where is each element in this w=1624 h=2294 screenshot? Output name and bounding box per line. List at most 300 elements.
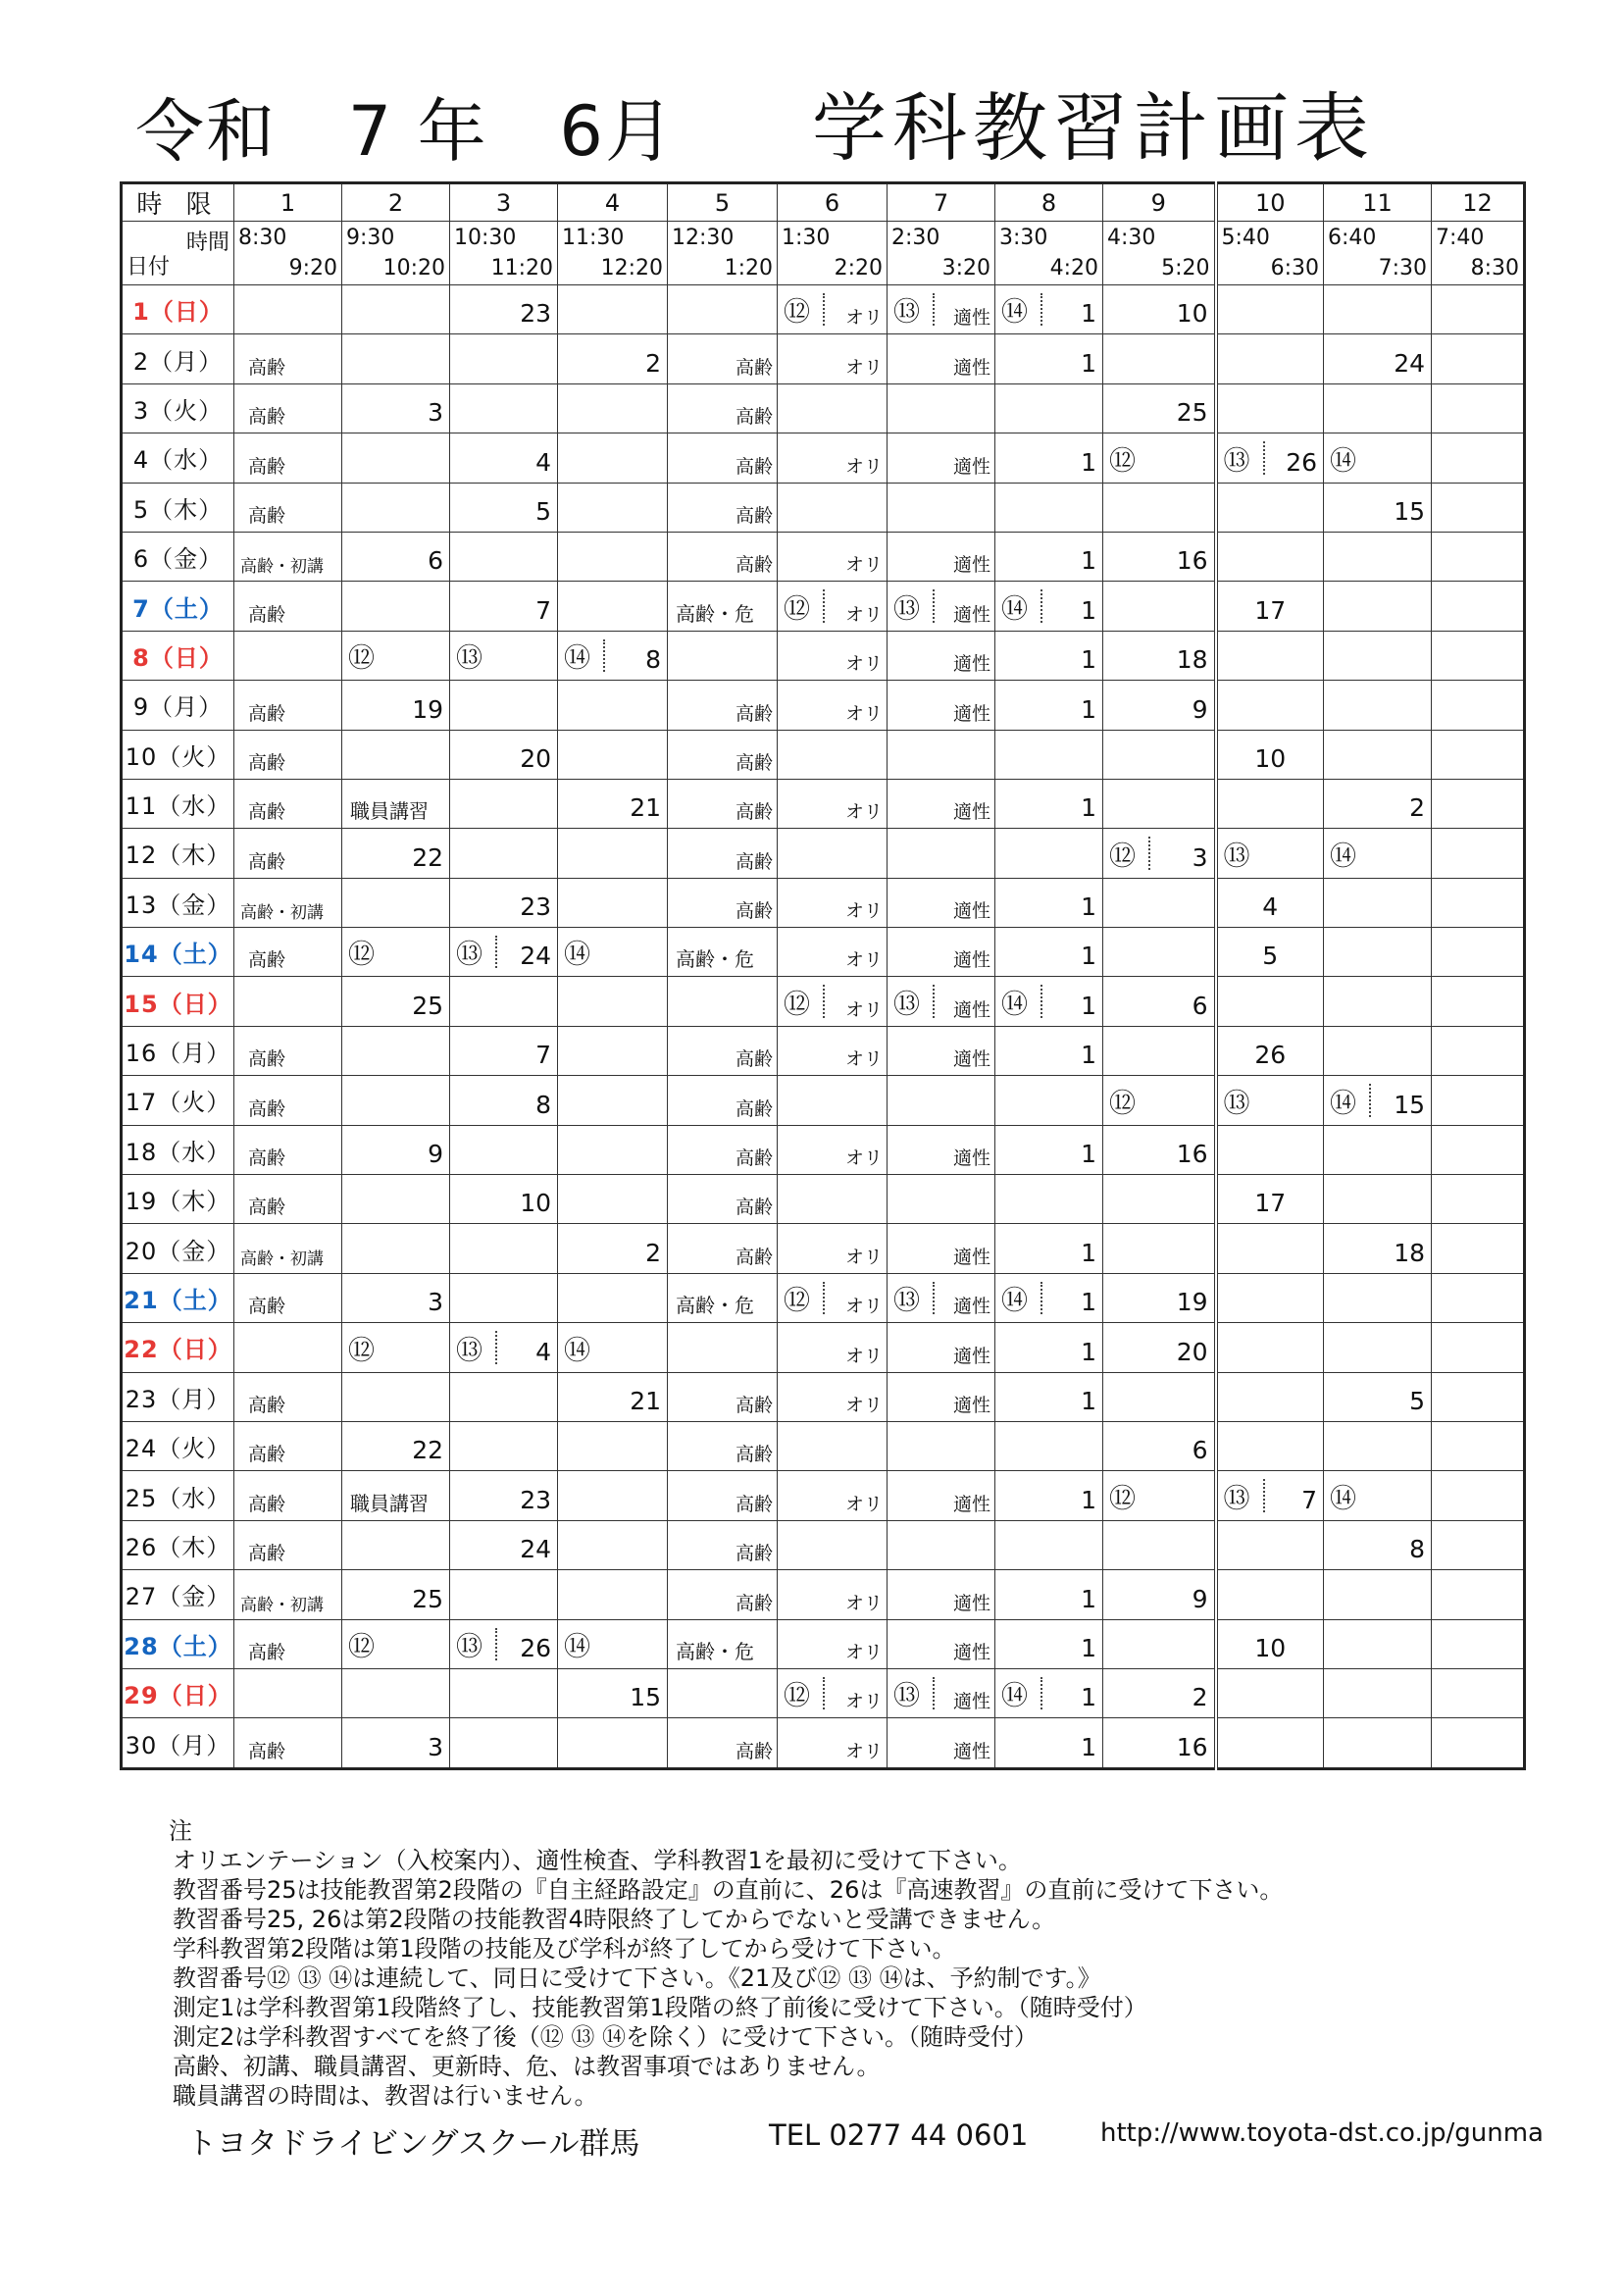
- dotted-separator: [1263, 441, 1265, 474]
- schedule-cell: [995, 829, 1103, 878]
- table-row: [122, 928, 1525, 977]
- title-year-unit: 年: [417, 91, 488, 172]
- schedule-cell: [778, 977, 888, 1026]
- note-line: 高齢、初講、職員講習、更新時、危、は教習事項ではありません。: [173, 2053, 881, 2080]
- lesson-tag: オリ: [844, 1048, 883, 1071]
- schedule-cell: [450, 1076, 558, 1125]
- period-time: [668, 222, 778, 285]
- schedule-cell: [1324, 1520, 1432, 1569]
- lesson-tag: オリ: [844, 702, 883, 725]
- lesson-tag: 高齢: [735, 1394, 773, 1416]
- schedule-cell: [558, 1125, 668, 1174]
- lesson-tag: 高齢: [735, 1147, 773, 1170]
- period-end-time: 2:20: [834, 256, 883, 280]
- note-line: 教習番号25, 26は第2段階の技能教習4時限終了してからでないと受講できません。: [173, 1906, 1056, 1933]
- schedule-cell: [558, 878, 668, 927]
- schedule-cell: [558, 483, 668, 532]
- circled-lesson-number: ⑬: [1223, 841, 1250, 872]
- table-row: [122, 1372, 1525, 1421]
- lesson-tag: 適性: [952, 900, 990, 923]
- schedule-cell: [668, 433, 778, 483]
- lesson-number: 1: [1081, 299, 1096, 329]
- table-row: [122, 1026, 1525, 1075]
- lesson-tag: 高齢・危: [676, 1294, 754, 1318]
- schedule-cell: [342, 532, 450, 581]
- lesson-tag: 高齢: [735, 1444, 773, 1466]
- schedule-cell: [1324, 1471, 1432, 1520]
- schedule-cell: [342, 285, 450, 334]
- schedule-cell: [234, 383, 342, 433]
- lesson-tag: オリ: [844, 801, 883, 824]
- schedule-cell: [1216, 1471, 1324, 1520]
- schedule-cell: [342, 730, 450, 779]
- schedule-cell: [1324, 1026, 1432, 1075]
- lesson-number: 19: [412, 694, 443, 724]
- lesson-number: 9: [428, 1140, 443, 1169]
- table-row: [122, 1323, 1525, 1372]
- dotted-separator: [933, 1282, 935, 1314]
- schedule-cell: [558, 1619, 668, 1668]
- table-row: [122, 829, 1525, 878]
- schedule-cell: [1432, 383, 1525, 433]
- lesson-number: 5: [535, 496, 551, 526]
- lesson-number: 5: [1409, 1386, 1425, 1415]
- circled-lesson-number: ⑬: [456, 1631, 482, 1662]
- schedule-cell: [1103, 1520, 1216, 1569]
- schedule-cell: [888, 1076, 995, 1125]
- schedule-cell: [778, 829, 888, 878]
- lesson-number: 7: [535, 595, 551, 625]
- dotted-separator: [1369, 1084, 1371, 1116]
- date-cell: 6（金）: [122, 532, 234, 581]
- circled-lesson-number: ⑫: [784, 593, 810, 625]
- period-number: 3: [450, 183, 558, 222]
- period-time: [1432, 222, 1525, 285]
- schedule-cell: [234, 1421, 342, 1470]
- schedule-cell: [234, 1668, 342, 1717]
- lesson-tag: オリ: [844, 1740, 883, 1762]
- schedule-cell: [1216, 1273, 1324, 1322]
- schedule-cell: [1432, 1619, 1525, 1668]
- date-label: 日付: [127, 255, 171, 280]
- schedule-cell: [995, 433, 1103, 483]
- date-cell: 23（月）: [122, 1372, 234, 1421]
- schedule-cell: [558, 1421, 668, 1470]
- schedule-cell: [1216, 383, 1324, 433]
- schedule-cell: [1103, 878, 1216, 927]
- dotted-separator: [1040, 1677, 1042, 1709]
- schedule-cell: [234, 730, 342, 779]
- schedule-cell: [778, 1125, 888, 1174]
- schedule-cell: [1324, 1224, 1432, 1273]
- schedule-cell: [1432, 681, 1525, 730]
- lesson-tag: 高齢: [735, 1592, 773, 1614]
- schedule-cell: [778, 1372, 888, 1421]
- lesson-tag: 職員講習: [350, 1491, 429, 1515]
- table-row: [122, 1471, 1525, 1520]
- schedule-body: [122, 285, 1525, 1769]
- schedule-cell: [1216, 285, 1324, 334]
- lesson-tag: オリ: [844, 1493, 883, 1515]
- schedule-cell: [558, 532, 668, 581]
- period-start-time: 3:30: [999, 226, 1048, 250]
- date-cell: 4（水）: [122, 433, 234, 483]
- lesson-tag: 高齢: [248, 1641, 286, 1663]
- period-label: 時 限: [122, 183, 234, 222]
- schedule-cell: [1216, 1175, 1324, 1224]
- lesson-tag: 高齢: [735, 455, 773, 478]
- lesson-tag: 高齢: [248, 1444, 286, 1466]
- period-time: [1216, 222, 1324, 285]
- circled-lesson-number: ⑬: [1223, 1483, 1250, 1514]
- schedule-cell: [450, 1175, 558, 1224]
- schedule-cell: [234, 779, 342, 828]
- schedule-cell: [778, 483, 888, 532]
- schedule-cell: [1103, 631, 1216, 680]
- schedule-cell: [1216, 334, 1324, 383]
- schedule-cell: [342, 681, 450, 730]
- period-number: 6: [778, 183, 888, 222]
- lesson-number: 17: [1254, 1189, 1287, 1218]
- schedule-cell: [778, 582, 888, 631]
- schedule-cell: [558, 681, 668, 730]
- lesson-number: 1: [1081, 1140, 1096, 1169]
- period-time: [234, 222, 342, 285]
- lesson-tag: 適性: [952, 1345, 990, 1367]
- schedule-cell: [1216, 582, 1324, 631]
- date-cell: 3（火）: [122, 383, 234, 433]
- schedule-cell: [1216, 1125, 1324, 1174]
- lesson-tag: オリ: [844, 1345, 883, 1367]
- schedule-cell: [1324, 582, 1432, 631]
- schedule-cell: [995, 582, 1103, 631]
- schedule-cell: [558, 1570, 668, 1619]
- circled-lesson-number: ⑭: [1330, 445, 1356, 477]
- time-label: 時間: [185, 230, 229, 255]
- schedule-cell: [778, 532, 888, 581]
- schedule-cell: [668, 631, 778, 680]
- schedule-cell: [1103, 779, 1216, 828]
- schedule-cell: [1103, 681, 1216, 730]
- schedule-cell: [778, 1076, 888, 1125]
- schedule-cell: [1103, 532, 1216, 581]
- schedule-cell: [995, 1471, 1103, 1520]
- circled-lesson-number: ⑬: [1223, 1088, 1250, 1119]
- schedule-cell: [888, 730, 995, 779]
- lesson-tag: 高齢・初講: [240, 557, 324, 578]
- date-cell: 21（土）: [122, 1273, 234, 1322]
- schedule-cell: [234, 878, 342, 927]
- lesson-tag: 高齢: [248, 603, 286, 626]
- date-cell: 10（火）: [122, 730, 234, 779]
- schedule-cell: [995, 1421, 1103, 1470]
- schedule-cell: [342, 977, 450, 1026]
- dotted-separator: [1148, 837, 1150, 869]
- dotted-separator: [823, 1677, 825, 1709]
- schedule-cell: [888, 1273, 995, 1322]
- schedule-cell: [234, 532, 342, 581]
- schedule-cell: [888, 1520, 995, 1569]
- lesson-tag: 高齢: [735, 1543, 773, 1565]
- dotted-separator: [933, 293, 935, 326]
- schedule-cell: [450, 631, 558, 680]
- period-end-time: 9:20: [288, 256, 337, 280]
- schedule-cell: [888, 1471, 995, 1520]
- schedule-cell: [1103, 383, 1216, 433]
- schedule-cell: [668, 532, 778, 581]
- date-cell: 9（月）: [122, 681, 234, 730]
- schedule-cell: [342, 1273, 450, 1322]
- date-cell: 22（日）: [122, 1323, 234, 1372]
- period-time: [450, 222, 558, 285]
- lesson-number: 1: [1081, 1041, 1096, 1070]
- dotted-separator: [933, 1677, 935, 1709]
- schedule-cell: [995, 1668, 1103, 1717]
- lesson-tag: 高齢: [248, 1097, 286, 1120]
- schedule-cell: [234, 977, 342, 1026]
- schedule-cell: [1103, 1570, 1216, 1619]
- schedule-cell: [234, 928, 342, 977]
- lesson-tag: オリ: [844, 1691, 883, 1713]
- schedule-cell: [888, 631, 995, 680]
- lesson-tag: 高齢: [735, 1493, 773, 1515]
- schedule-cell: [234, 1471, 342, 1520]
- lesson-tag: 高齢: [248, 850, 286, 873]
- telephone-number: TEL 0277 44 0601: [769, 2118, 1029, 2152]
- lesson-tag: 高齢: [248, 751, 286, 774]
- schedule-cell: [668, 928, 778, 977]
- schedule-cell: [234, 1323, 342, 1372]
- lesson-number: 2: [645, 348, 661, 378]
- schedule-cell: [1324, 829, 1432, 878]
- period-end-time: 1:20: [724, 256, 773, 280]
- schedule-cell: [778, 285, 888, 334]
- circled-lesson-number: ⑫: [348, 1631, 375, 1662]
- dotted-separator: [823, 293, 825, 326]
- schedule-cell: [778, 1323, 888, 1372]
- schedule-cell: [1432, 928, 1525, 977]
- schedule-cell: [1103, 1323, 1216, 1372]
- schedule-cell: [1216, 1718, 1324, 1768]
- lesson-number: 3: [428, 398, 443, 428]
- table-row: [122, 1421, 1525, 1470]
- lesson-number: 16: [1176, 1732, 1208, 1761]
- schedule-cell: [1324, 878, 1432, 927]
- schedule-cell: [342, 1372, 450, 1421]
- schedule-cell: [668, 1323, 778, 1372]
- schedule-cell: [995, 1323, 1103, 1372]
- schedule-cell: [995, 1619, 1103, 1668]
- lesson-number: 1: [1081, 942, 1096, 971]
- schedule-cell: [778, 1619, 888, 1668]
- lesson-number: 10: [1254, 1633, 1287, 1662]
- lesson-number: 22: [412, 1436, 443, 1465]
- schedule-cell: [342, 582, 450, 631]
- schedule-cell: [778, 1668, 888, 1717]
- date-cell: 2（月）: [122, 334, 234, 383]
- schedule-cell: [450, 334, 558, 383]
- table-row: [122, 977, 1525, 1026]
- lesson-tag: 高齢・初講: [240, 1595, 324, 1615]
- dotted-separator: [495, 1628, 497, 1660]
- dotted-separator: [933, 589, 935, 622]
- school-name: トヨタドライビングスクール群馬: [186, 2126, 640, 2162]
- schedule-cell: [995, 1026, 1103, 1075]
- schedule-cell: [668, 1718, 778, 1768]
- lesson-tag: 適性: [952, 1641, 990, 1663]
- lesson-tag: 高齢: [248, 1394, 286, 1416]
- lesson-number: 18: [1394, 1238, 1425, 1267]
- lesson-tag: 適性: [952, 554, 990, 577]
- lesson-tag: オリ: [844, 307, 883, 330]
- schedule-cell: [995, 1076, 1103, 1125]
- circled-lesson-number: ⑫: [348, 643, 375, 675]
- dotted-separator: [823, 985, 825, 1017]
- schedule-cell: [995, 1718, 1103, 1768]
- schedule-cell: [342, 1421, 450, 1470]
- schedule-cell: [450, 1125, 558, 1174]
- lesson-number: 25: [412, 1584, 443, 1613]
- lesson-number: 1: [1081, 447, 1096, 477]
- schedule-cell: [450, 730, 558, 779]
- lesson-tag: オリ: [844, 949, 883, 972]
- lesson-tag: 高齢: [735, 356, 773, 379]
- schedule-cell: [778, 383, 888, 433]
- period-time: [342, 222, 450, 285]
- schedule-cell: [778, 1718, 888, 1768]
- schedule-cell: [450, 1570, 558, 1619]
- schedule-cell: [450, 1372, 558, 1421]
- schedule-cell: [342, 878, 450, 927]
- schedule-cell: [342, 1076, 450, 1125]
- period-start-time: 7:40: [1436, 226, 1485, 250]
- schedule-cell: [668, 1224, 778, 1273]
- schedule-cell: [1216, 1323, 1324, 1372]
- lesson-tag: 適性: [952, 1246, 990, 1268]
- date-cell: 28（土）: [122, 1619, 234, 1668]
- schedule-cell: [234, 1273, 342, 1322]
- schedule-cell: [1432, 730, 1525, 779]
- table-row: [122, 1273, 1525, 1322]
- lesson-number: 24: [520, 942, 551, 971]
- schedule-cell: [888, 1421, 995, 1470]
- schedule-cell: [558, 1520, 668, 1569]
- period-start-time: 10:30: [454, 226, 517, 250]
- schedule-cell: [1432, 285, 1525, 334]
- lesson-tag: 高齢: [248, 1197, 286, 1219]
- schedule-cell: [1216, 730, 1324, 779]
- schedule-cell: [1324, 334, 1432, 383]
- circled-lesson-number: ⑭: [564, 1335, 590, 1366]
- schedule-cell: [995, 483, 1103, 532]
- lesson-tag: 適性: [952, 1147, 990, 1170]
- table-row: [122, 1718, 1525, 1768]
- circled-lesson-number: ⑭: [564, 940, 590, 971]
- lesson-number: 7: [1301, 1485, 1317, 1514]
- schedule-cell: [1216, 1668, 1324, 1717]
- schedule-cell: [1103, 1076, 1216, 1125]
- circled-lesson-number: ⑭: [1001, 297, 1028, 329]
- schedule-cell: [558, 334, 668, 383]
- lesson-number: 9: [1192, 694, 1208, 724]
- date-cell: 1（日）: [122, 285, 234, 334]
- lesson-tag: 職員講習: [350, 799, 429, 824]
- schedule-cell: [995, 1175, 1103, 1224]
- schedule-cell: [1103, 928, 1216, 977]
- schedule-cell: [1432, 582, 1525, 631]
- schedule-cell: [1432, 1026, 1525, 1075]
- table-row: [122, 582, 1525, 631]
- lesson-number: 23: [520, 1485, 551, 1514]
- schedule-cell: [888, 779, 995, 828]
- circled-lesson-number: ⑭: [1001, 593, 1028, 625]
- table-row: [122, 730, 1525, 779]
- schedule-cell: [1103, 1175, 1216, 1224]
- lesson-number: 21: [630, 1386, 661, 1415]
- circled-lesson-number: ⑫: [1109, 1483, 1136, 1514]
- schedule-cell: [1324, 1323, 1432, 1372]
- schedule-cell: [450, 779, 558, 828]
- schedule-cell: [995, 928, 1103, 977]
- period-number: 1: [234, 183, 342, 222]
- schedule-cell: [558, 433, 668, 483]
- lesson-number: 3: [1192, 842, 1208, 872]
- schedule-cell: [778, 681, 888, 730]
- schedule-cell: [1216, 631, 1324, 680]
- lesson-tag: 高齢: [735, 1097, 773, 1120]
- website-link[interactable]: http://www.toyota-dst.co.jp/gunma: [1100, 2118, 1544, 2148]
- schedule-cell: [668, 285, 778, 334]
- lesson-number: 24: [1394, 348, 1425, 378]
- lesson-tag: オリ: [844, 1147, 883, 1170]
- lesson-number: 1: [1081, 1485, 1096, 1514]
- lesson-tag: オリ: [844, 1641, 883, 1663]
- schedule-cell: [888, 928, 995, 977]
- schedule-cell: [778, 1224, 888, 1273]
- schedule-cell: [1103, 1471, 1216, 1520]
- schedule-cell: [1432, 1175, 1525, 1224]
- table-row: [122, 681, 1525, 730]
- schedule-cell: [234, 334, 342, 383]
- lesson-number: 3: [428, 1732, 443, 1761]
- table-row: [122, 1570, 1525, 1619]
- date-cell: 17（火）: [122, 1076, 234, 1125]
- schedule-cell: [1324, 1668, 1432, 1717]
- schedule-cell: [995, 1224, 1103, 1273]
- lesson-tag: 適性: [952, 653, 990, 676]
- note-line: 職員講習の時間は、教習は行いません。: [173, 2082, 598, 2110]
- period-number: 2: [342, 183, 450, 222]
- lesson-tag: オリ: [844, 1296, 883, 1318]
- schedule-cell: [995, 532, 1103, 581]
- lesson-tag: 高齢: [248, 1493, 286, 1515]
- lesson-tag: オリ: [844, 900, 883, 923]
- schedule-cell: [778, 334, 888, 383]
- notes-section: [169, 1816, 1284, 2111]
- lesson-tag: 高齢: [735, 850, 773, 873]
- schedule-cell: [995, 1372, 1103, 1421]
- table-row: [122, 1175, 1525, 1224]
- title-date: [135, 76, 676, 176]
- lesson-number: 1: [1081, 1288, 1096, 1317]
- schedule-cell: [1216, 1520, 1324, 1569]
- circled-lesson-number: ⑭: [564, 643, 590, 675]
- circled-lesson-number: ⑫: [784, 297, 810, 329]
- circled-lesson-number: ⑫: [1109, 1088, 1136, 1119]
- date-cell: 11（水）: [122, 779, 234, 828]
- table-row: [122, 1619, 1525, 1668]
- lesson-number: 3: [428, 1288, 443, 1317]
